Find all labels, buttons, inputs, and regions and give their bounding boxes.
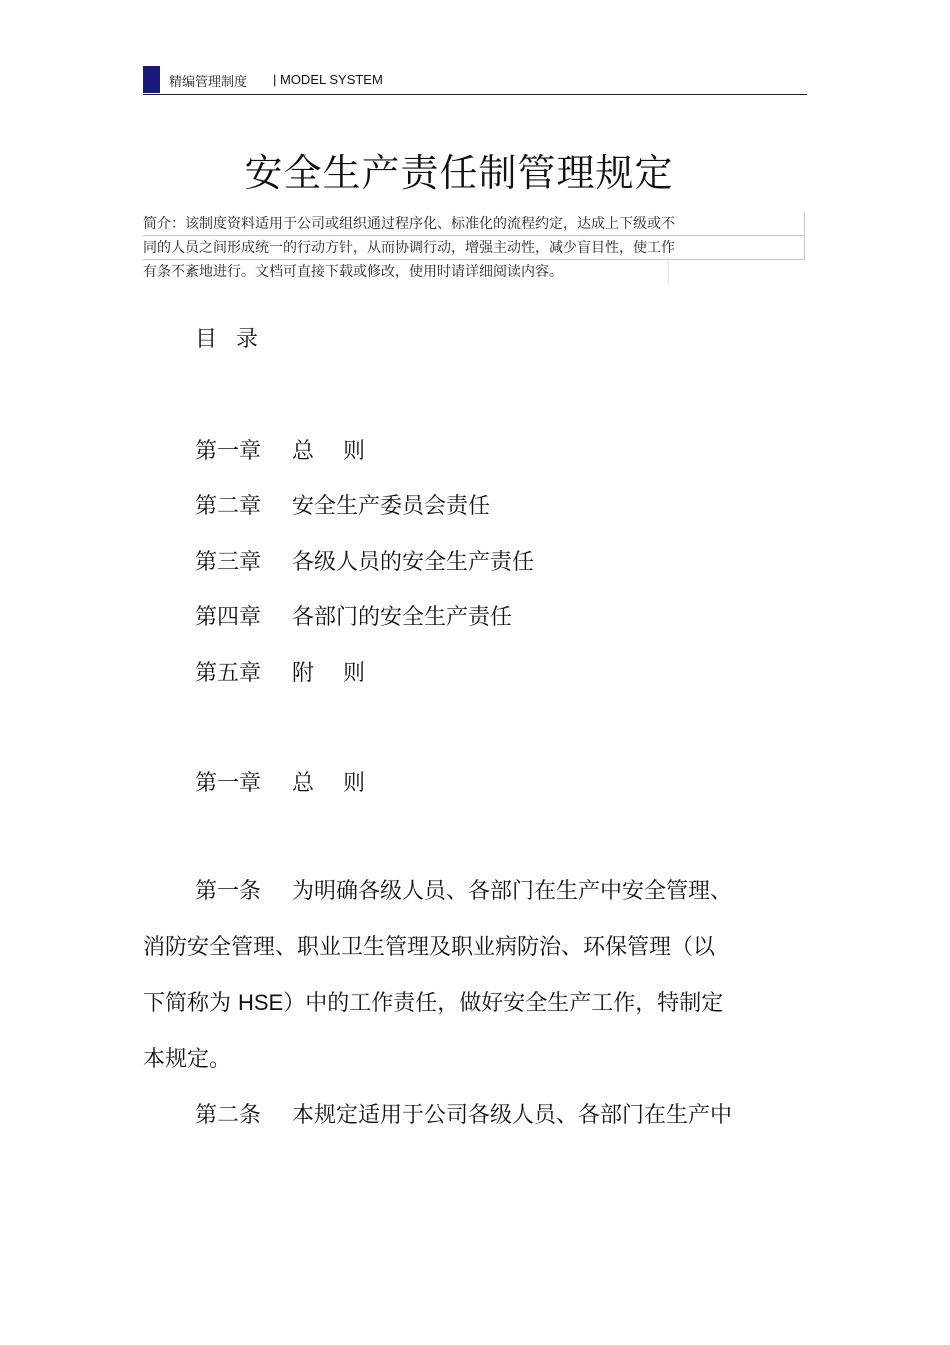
article-line: 本规定。 <box>143 1046 232 1072</box>
toc-title: 目 录 <box>195 327 264 352</box>
toc-item-label: 附 则 <box>292 661 365 686</box>
article-2 <box>143 1088 783 1144</box>
toc-item[interactable] <box>195 656 365 687</box>
intro-line: 简介：该制度资料适用于公司或组织通过程序化、标准化的流程约定，达成上下级或不 <box>143 212 805 236</box>
toc-item[interactable] <box>195 600 512 631</box>
chapter-label: 总 则 <box>292 771 365 796</box>
article-number: 第二条 <box>195 1103 262 1128</box>
toc-item-label: 各级人员的安全生产责任 <box>292 550 535 575</box>
article-text: 下简称为 <box>143 991 238 1016</box>
toc-item-number: 第四章 <box>195 605 262 630</box>
intro-line: 同的人员之间形成统一的行动方针，从而协调行动，增强主动性，减少盲目性，使工作 <box>143 236 805 260</box>
toc-item-label: 总 则 <box>292 439 365 464</box>
document-title: 安全生产责任制管理规定 <box>244 151 674 195</box>
toc-item-label: 各部门的安全生产责任 <box>292 605 513 630</box>
toc-item-number: 第五章 <box>195 661 262 686</box>
intro-line: 有条不紊地进行。文档可直接下载或修改，使用时请详细阅读内容。 <box>143 260 669 284</box>
logo-block <box>143 66 160 93</box>
chapter-heading <box>195 766 365 797</box>
article-line <box>143 864 783 920</box>
toc-item-label: 安全生产委员会责任 <box>292 494 491 519</box>
article-text: ）中的工作责任，做好安全生产工作，特制定 <box>283 991 724 1016</box>
header-right-text: | MODEL SYSTEM <box>273 72 383 87</box>
toc-item[interactable] <box>195 434 365 465</box>
article-line <box>143 975 783 1032</box>
article-number: 第一条 <box>195 879 262 904</box>
page-header <box>143 64 807 95</box>
article-line: 消防安全管理、职业卫生管理及职业病防治、环保管理（以 <box>143 934 716 960</box>
article-text: 为明确各级人员、各部门在生产中安全管理、 <box>292 879 733 904</box>
article-text: 本规定适用于公司各级人员、各部门在生产中 <box>292 1103 733 1128</box>
intro-box <box>143 212 805 284</box>
header-left-text: 精编管理制度 <box>169 75 248 90</box>
toc-item-number: 第三章 <box>195 550 262 575</box>
article-1 <box>143 864 783 1087</box>
article-line <box>143 1088 783 1144</box>
toc-item[interactable] <box>195 545 534 576</box>
toc-item-number: 第二章 <box>195 494 262 519</box>
toc-item[interactable] <box>195 489 490 520</box>
chapter-number: 第一章 <box>195 771 262 796</box>
article-abbrev: HSE <box>238 990 284 1015</box>
toc-item-number: 第一章 <box>195 439 262 464</box>
